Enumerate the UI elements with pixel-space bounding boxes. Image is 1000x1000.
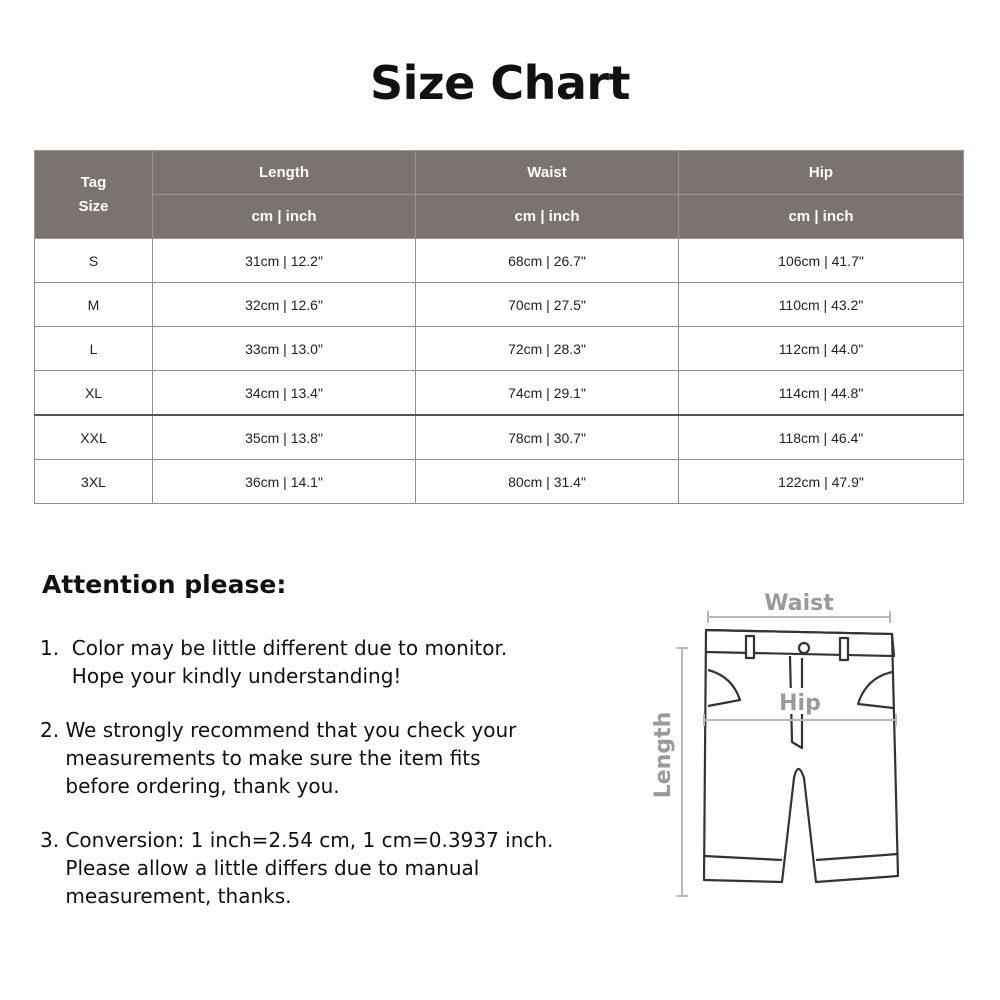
waist-cell: 72cm | 28.3" — [416, 327, 679, 371]
table-row — [35, 239, 964, 283]
size-cell: 3XL — [35, 460, 153, 504]
length-label: Length — [651, 711, 676, 799]
size-cell: XL — [35, 371, 153, 416]
hip-label: Hip — [779, 691, 821, 716]
waist-header: Waist — [416, 151, 679, 195]
waist-cell: 68cm | 26.7" — [416, 239, 679, 283]
length-measure-line — [676, 648, 688, 896]
page-title: Size Chart — [369, 56, 631, 110]
waist-label: Waist — [764, 591, 834, 616]
header-row-names — [35, 151, 964, 195]
hip-cell: 106cm | 41.7" — [679, 239, 964, 283]
header-row-units — [35, 195, 964, 239]
hip-unit-header: cm | inch — [679, 195, 964, 239]
size-cell: XXL — [35, 415, 153, 460]
note-measurements: 2. We strongly recommend that you check your measurements to make sure the item fits before ordering, thank you. — [40, 718, 517, 798]
table-row — [35, 415, 964, 460]
shorts-measurement-diagram — [640, 580, 920, 910]
table-row — [35, 460, 964, 504]
hip-cell: 110cm | 43.2" — [679, 283, 964, 327]
hip-cell: 122cm | 47.9" — [679, 460, 964, 504]
waist-unit-header: cm | inch — [416, 195, 679, 239]
attention-title: Attention please: — [42, 570, 287, 599]
size-table — [34, 150, 964, 504]
waist-cell: 70cm | 27.5" — [416, 283, 679, 327]
length-cell: 36cm | 14.1" — [153, 460, 416, 504]
length-cell: 35cm | 13.8" — [153, 415, 416, 460]
waist-cell: 74cm | 29.1" — [416, 371, 679, 416]
size-cell: M — [35, 283, 153, 327]
hip-header: Hip — [679, 151, 964, 195]
length-unit-header: cm | inch — [153, 195, 416, 239]
size-cell: S — [35, 239, 153, 283]
shorts-icon — [704, 630, 898, 882]
tag-header-line1: Tag — [80, 173, 107, 191]
hip-cell: 114cm | 44.8" — [679, 371, 964, 416]
table-row — [35, 327, 964, 371]
note-conversion: 3. Conversion: 1 inch=2.54 cm, 1 cm=0.3937 inch. Please allow a little differs due to manual measurement, thanks. — [40, 828, 554, 908]
table-row — [35, 371, 964, 416]
size-cell: L — [35, 327, 153, 371]
length-cell: 32cm | 12.6" — [153, 283, 416, 327]
length-cell: 31cm | 12.2" — [153, 239, 416, 283]
tag-size-header — [35, 151, 153, 239]
tag-header-line2: Size — [78, 197, 109, 215]
table-row — [35, 283, 964, 327]
note-color: 1. Color may be little different due to monitor. Hope your kindly understanding! — [40, 636, 508, 688]
length-cell: 33cm | 13.0" — [153, 327, 416, 371]
hip-cell: 118cm | 46.4" — [679, 415, 964, 460]
length-cell: 34cm | 13.4" — [153, 371, 416, 416]
length-header: Length — [153, 151, 416, 195]
waist-cell: 80cm | 31.4" — [416, 460, 679, 504]
waist-cell: 78cm | 30.7" — [416, 415, 679, 460]
hip-cell: 112cm | 44.0" — [679, 327, 964, 371]
